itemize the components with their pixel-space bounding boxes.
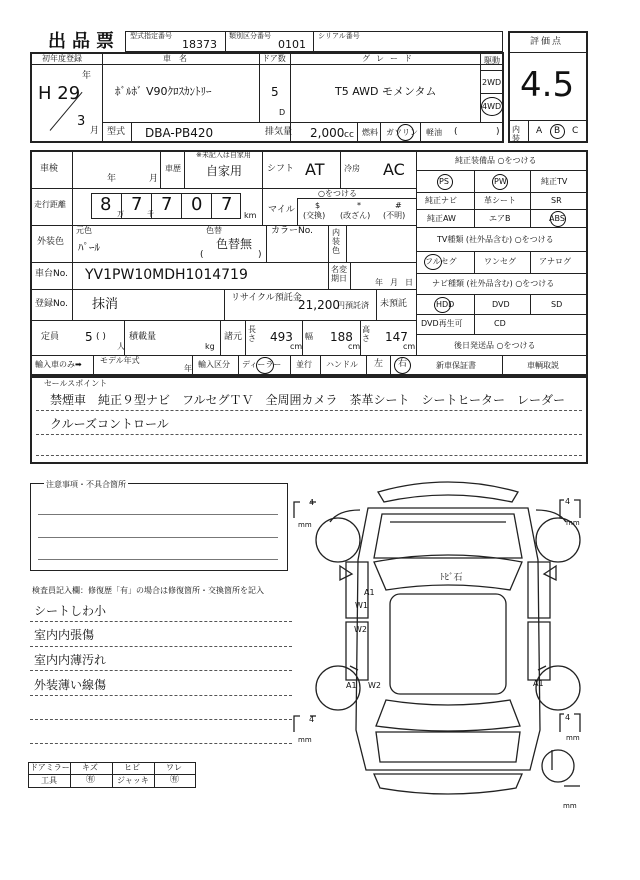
mile-check-note: ○をつける [318, 189, 357, 198]
navi-hdd: HDD [436, 300, 455, 309]
reg-value: 抹消 [92, 297, 119, 312]
equip-title: 純正装備品 ○をつける [455, 156, 537, 165]
mile-opt-1-desc: (交換) [303, 211, 326, 220]
length-label: 長さ [248, 325, 256, 343]
mark-w2-rear: W2 [368, 681, 381, 690]
legend-row-3: ジャッキ [117, 776, 149, 785]
tv-fullseg-circle [424, 254, 442, 270]
sales-line-1: 禁煙車 純正９型ナビ フルセグＴＶ 全周囲カメラ 茶革シート シートヒーター レーダー [50, 393, 566, 407]
interior-grade-a: A [536, 126, 543, 136]
height-label: 高さ [362, 325, 370, 343]
width-label: 幅 [305, 332, 313, 341]
shaken-month-suffix: 月 [149, 174, 159, 184]
shaken-label: 車検 [40, 164, 59, 174]
equip-tv: 純正TV [541, 177, 568, 186]
equip-pw-circle [492, 174, 508, 190]
equip-aw: 純正AW [427, 214, 456, 223]
handle-label: ハンドル [326, 360, 358, 369]
sales-label: セールスポイント [44, 379, 108, 388]
mark-a1-rear: A1 [346, 681, 357, 690]
dims-label: 諸元 [224, 332, 243, 342]
tire-mm-rl: mm [298, 736, 312, 744]
later-title: 後日発送品 ○をつける [454, 341, 536, 350]
fuel-label: 燃料 [362, 128, 378, 137]
usage-value: 自家用 [206, 164, 243, 178]
tire-mm-rr: mm [566, 734, 580, 742]
mark-w2-door: W2 [354, 625, 367, 634]
usage-label: 車歴 [165, 164, 181, 173]
equip-pw: PW [494, 177, 507, 186]
equip-airbag: エアB [489, 214, 511, 223]
displacement-label: 排気量 [265, 127, 293, 137]
later-warranty: 新車保証書 [436, 361, 476, 370]
orig-color-value: ﾊﾟｰﾙ [78, 241, 100, 254]
load-unit: kg [205, 342, 215, 351]
first-reg-label: 初年度登録 [42, 54, 82, 63]
form-title: 出品票 [48, 31, 120, 52]
model-year-unit: 年 [184, 364, 192, 373]
capacity-label: 定員 [41, 332, 60, 342]
km-unit: km [244, 211, 257, 220]
height-unit: cm [403, 342, 416, 351]
note-4: 外装薄い線傷 [34, 678, 107, 692]
mile-opt-2-desc: (改ざん) [340, 211, 371, 220]
rating-label: 評価点 [530, 37, 564, 47]
later-manual: 車輌取説 [527, 361, 559, 370]
mile-opt-1: $ [315, 201, 321, 210]
tv-analog: アナログ [539, 257, 571, 266]
interior-grade-b: B [554, 126, 561, 136]
displacement-unit: cc [344, 130, 354, 140]
drive-selected-circle [481, 97, 503, 116]
capacity-unit: 人 [117, 342, 125, 351]
handle-right: 右 [398, 359, 408, 369]
first-reg-year: H 29 [38, 83, 81, 104]
navi-dvd: DVD [492, 300, 510, 309]
orig-color-label: 元色 [76, 226, 92, 235]
tv-oneseg: ワンセグ [484, 257, 516, 266]
tire-mm-fl: mm [298, 521, 312, 529]
grade-label: グレード [362, 54, 418, 63]
sales-line-2: クルーズコントロール [50, 417, 169, 431]
navi-cd: CD [494, 319, 506, 328]
width-value: 188 [330, 330, 353, 344]
displacement-value: 2,000 [310, 126, 345, 140]
equip-leather: 革シート [484, 196, 516, 205]
legend-row-2: ㊒ [86, 775, 96, 785]
width-unit: cm [348, 342, 361, 351]
mileage-digit-2: 7 [131, 194, 143, 215]
class-no-label: 類別区分番号 [229, 32, 271, 40]
nc-month: 月 [390, 278, 398, 287]
equip-abs-circle [550, 211, 566, 227]
mark-a1-right: A1 [533, 679, 544, 688]
mile-opt-2: * [357, 201, 361, 210]
current-color-label: 色替 [206, 226, 222, 235]
car-damage-diagram [290, 470, 610, 810]
dealer-circle [256, 357, 274, 374]
capacity-value: 5 [85, 330, 93, 344]
reg-label: 登録No. [35, 299, 68, 309]
height-value: 147 [385, 330, 408, 344]
recycle-label: リサイクル預託金 [231, 293, 302, 303]
fuel-value: ガソリン [386, 128, 418, 137]
tv-fullseg: フルセグ [425, 257, 457, 266]
mileage-digit-4: 0 [191, 194, 203, 215]
mileage-digit-1: 8 [100, 194, 112, 215]
recycle-status: 未預託 [380, 299, 408, 309]
shift-label: シフト [267, 164, 295, 174]
recycle-value: 21,200 [298, 298, 340, 312]
type-no: 18373 [182, 38, 217, 51]
legend-row-1: 工具 [41, 776, 57, 785]
year-suffix: 年 [82, 71, 92, 81]
length-unit: cm [290, 342, 303, 351]
import-div-label: 輸入区分 [198, 360, 230, 369]
ac-value: AC [383, 160, 405, 179]
mile-opt-3-desc: (不明) [383, 211, 406, 220]
inspector-label: 検査員記入欄：修復歴「有」の場合は修復箇所・交換箇所を記入 [32, 586, 264, 595]
shift-value: AT [305, 160, 325, 179]
navi-sd: SD [551, 300, 563, 309]
recycle-unit: 円預託済 [337, 301, 369, 310]
car-name-label: 車名 [163, 54, 195, 63]
interior-label: 内装 [512, 125, 520, 143]
color-no-label: カラーNo. [271, 226, 313, 236]
handle-left: 左 [374, 359, 384, 369]
tire-depth-fl: 4 [309, 498, 315, 507]
door-type: D [279, 108, 286, 117]
model-label: 型式 [107, 127, 126, 137]
equip-abs: ABS [549, 214, 565, 223]
type-no-label: 型式指定番号 [130, 32, 172, 40]
load-label: 積載量 [129, 332, 157, 342]
fuel-selected-circle [397, 124, 414, 141]
man-unit: 万 [117, 210, 124, 218]
rating-value: 4.5 [520, 65, 575, 105]
tv-title: TV種類 (社外品含む) ○をつける [437, 235, 554, 244]
legend-header-4: ワレ [166, 763, 182, 772]
car-name: ﾎﾞﾙﾎﾞ V90ｸﾛｽｶﾝﾄﾘｰ [115, 85, 212, 98]
mileage-digit-3: 7 [161, 194, 173, 215]
chassis-label: 車台No. [35, 269, 68, 279]
drive-2wd: 2WD [482, 78, 502, 87]
ac-label: 冷房 [344, 164, 360, 173]
doors-value: 5 [271, 85, 279, 99]
mark-a1-door: A1 [364, 588, 375, 597]
mile-opt-3: # [395, 201, 402, 210]
legend-header-2: キズ [82, 763, 98, 772]
import-label: 輸入車のみ➡ [35, 360, 82, 369]
model-value: DBA-PB420 [145, 126, 214, 140]
navi-hdd-circle [434, 297, 451, 313]
usage-note: ※未記入は自家用 [196, 151, 251, 159]
drive-4wd: 4WD [482, 102, 502, 111]
handle-right-circle [394, 357, 411, 374]
selected-grade-circle [550, 124, 565, 139]
equip-sr: SR [551, 196, 562, 205]
serial-label: シリアル番号 [318, 32, 360, 40]
notes-label: 注意事項・不具合箇所 [46, 480, 126, 489]
month-suffix: 月 [90, 126, 100, 136]
tire-depth-rl: 4 [309, 715, 315, 724]
mileage-digit-5: 7 [221, 194, 233, 215]
legend-row-4: ㊒ [170, 775, 180, 785]
note-3: 室内内薄汚れ [34, 653, 107, 667]
doors-label: ドア数 [262, 54, 286, 63]
navi-dvd-play: DVD再生可 [421, 319, 463, 328]
interior-color-label: 内装色 [332, 228, 340, 255]
legend-header-1: ドアミラー [30, 763, 70, 772]
legend-header-3: ヒビ [124, 763, 140, 772]
class-no: 0101 [278, 38, 306, 51]
equip-ps: PS [439, 177, 449, 186]
drive-label: 駆動 [484, 56, 500, 65]
interior-grade-c: C [572, 126, 579, 136]
equip-navi: 純正ナビ [425, 196, 457, 205]
light-oil-label: 軽油 [426, 128, 442, 137]
import-dealer: ディーラー [242, 360, 282, 369]
equip-ps-circle [437, 174, 453, 190]
navi-title: ナビ種類 (社外品含む) ○をつける [432, 279, 555, 288]
mileage-label: 走行距離 [34, 200, 66, 209]
model-year-label: モデル年式 [100, 356, 140, 365]
grade-value: T5 AWD モメンタム [335, 85, 437, 98]
tire-depth-fr: 4 [565, 497, 571, 506]
first-reg-month: 3 [77, 114, 86, 129]
mark-w1-door: W1 [355, 601, 368, 610]
notes-box [30, 480, 288, 571]
color-change-value: 色替無 [216, 237, 253, 251]
name-change-label: 名変期日 [331, 265, 347, 283]
note-1: シートしわ小 [34, 604, 107, 618]
chassis-value: YV1PW10MDH1014719 [85, 267, 248, 283]
note-2: 室内内張傷 [34, 628, 95, 642]
import-parallel: 並行 [296, 360, 312, 369]
shaken-year-suffix: 年 [107, 174, 117, 184]
roof-mark: ﾄﾋﾞ石 [440, 573, 463, 583]
tire-depth-rr: 4 [565, 713, 571, 722]
spare-mm: mm [563, 802, 577, 810]
color-label: 外装色 [37, 237, 65, 247]
tire-mm-fr: mm [566, 519, 580, 527]
length-value: 493 [270, 330, 293, 344]
sen-unit: 千 [147, 210, 154, 218]
nc-year: 年 [375, 278, 383, 287]
mile-label: マイル [268, 205, 295, 215]
